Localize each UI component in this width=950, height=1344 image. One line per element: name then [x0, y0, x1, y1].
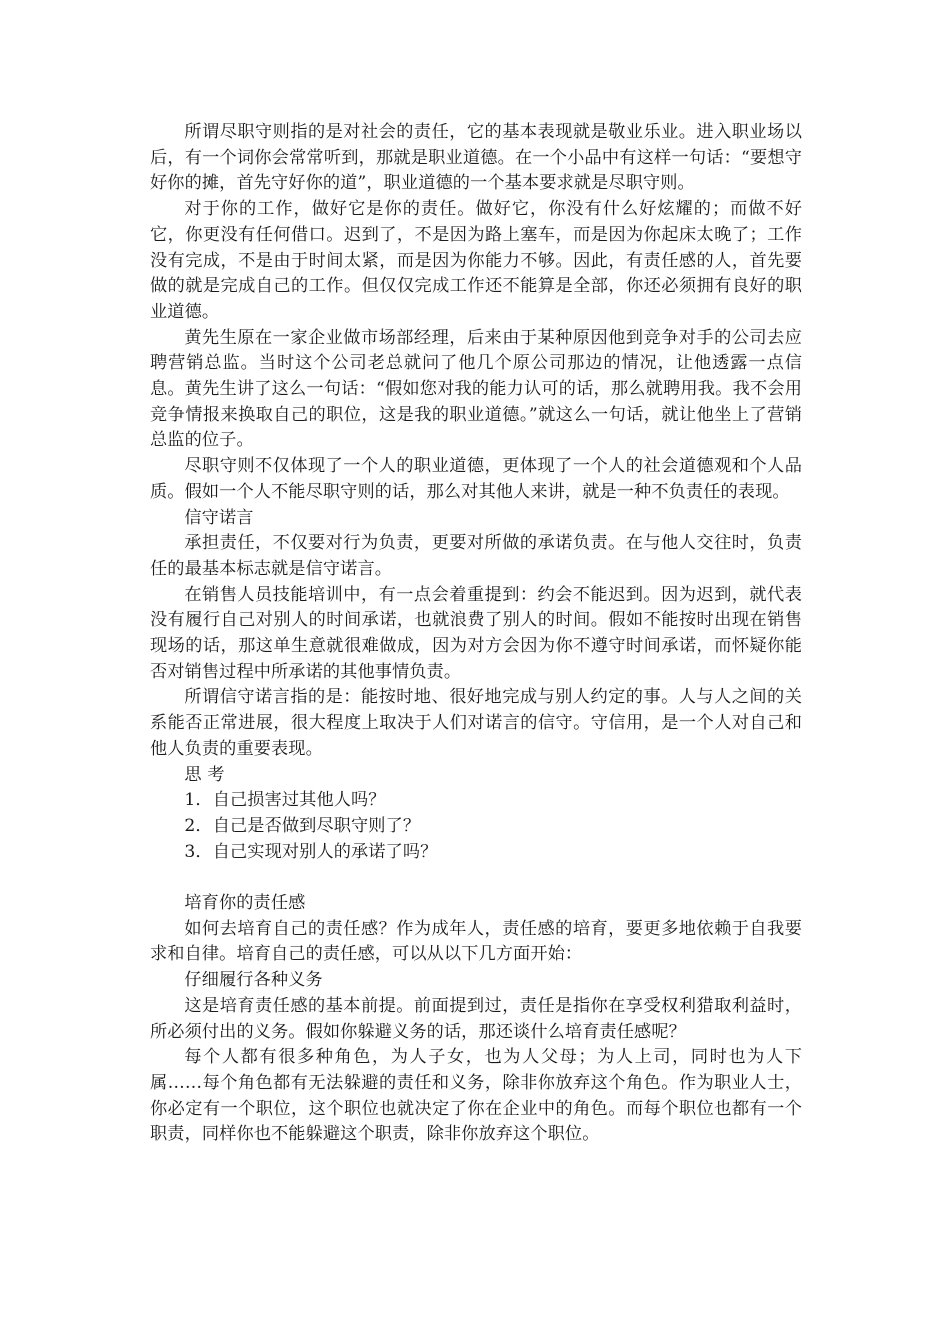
heading-fulfill-obligations: 仔细履行各种义务 [184, 970, 323, 991]
paragraph-10: 每个人都有很多种角色，为人子女，也为人父母；为人上司，同时也为人下属……每个角色都有无法躲避的责任和义务，除非你放弃这个角色。作为职业人士，你必定有一个职位，这个职位也就决定了你在企业中的角色。而每个职位也都有一个职责，同样你也不能躲避这个职责，除非你放弃这个职位。 [150, 1047, 802, 1145]
paragraph-5: 承担责任，不仅要对行为负责，更要对所做的承诺负责。在与他人交往时，负责任的最基本标志就是信守诺言。 [150, 533, 802, 579]
paragraph-9: 这是培育责任感的基本前提。前面提到过，责任是指你在享受权利猎取利益时，所必须付出的义务。假如你躲避义务的话，那还谈什么培育责任感呢？ [150, 995, 802, 1042]
question-3: 3．自己实现对别人的承诺了吗？ [184, 841, 438, 862]
paragraph-8: 如何去培育自己的责任感？作为成年人，责任感的培育，要更多地依赖于自我要求和自律。培育自己的责任感，可以从以下几方面开始： [150, 918, 802, 965]
paragraph-1: 所谓尽职守则指的是对社会的责任，它的基本表现就是敬业乐业。进入职业场以后，有一个词你会常常听到，那就是职业道德。在一个小品中有这样一句话：“要想守好你的摊，首先守好你的道”，职业道德的一个基本要求就是尽职守则。 [150, 122, 802, 194]
question-1: 1．自己损害过其他人吗？ [184, 790, 386, 811]
paragraph-7: 所谓信守诺言指的是：能按时地、很好地完成与别人约定的事。人与人之间的关系能否正常进展，很大程度上取决于人们对诺言的信守。守信用，是一个人对自己和他人负责的重要表现。 [150, 687, 802, 759]
paragraph-6: 在销售人员技能培训中，有一点会着重提到：约会不能迟到。因为迟到，就代表没有履行自己对别人的时间承诺，也就浪费了别人的时间。假如不能按时出现在销售现场的话，那这单生意就很难做成，因为对方会因为你不遵守时间承诺，而怀疑你能否对销售过程中所承诺的其他事情负责。 [150, 584, 802, 682]
paragraph-4: 尽职守则不仅体现了一个人的职业道德，更体现了一个人的社会道德观和个人品质。假如一个人不能尽职守则的话，那么对其他人来讲，就是一种不负责任的表现。 [150, 456, 802, 502]
question-2: 2．自己是否做到尽职守则了？ [184, 815, 421, 836]
paragraph-2: 对于你的工作，做好它是你的责任。做好它，你没有什么好炫耀的；而做不好它，你更没有任何借口。迟到了，不是因为路上塞车，而是因为你起床太晚了；工作没有完成，不是由于时间太紧，而是因为你能力不够。因此，有责任感的人，首先要做的就是完成自己的工作。但仅仅完成工作还不能算是全部，你还必须拥有良好的职业道德。 [150, 199, 802, 322]
paragraph-3: 黄先生原在一家企业做市场部经理，后来由于某种原因他到竞争对手的公司去应聘营销总监。当时这个公司老总就问了他几个原公司那边的情况，让他透露一点信息。黄先生讲了这么一句话：“假如您对我的能力认可的话，那么就聘用我。我不会用竞争情报来换取自己的职位，这是我的职业道德。”就这么一句话，就让他坐上了营销总监的位子。 [150, 327, 802, 451]
heading-reflection: 思 考 [184, 764, 225, 785]
blank-line [150, 865, 802, 891]
document-body [150, 120, 802, 1148]
heading-cultivate-responsibility: 培育你的责任感 [184, 893, 306, 914]
heading-keep-promise: 信守诺言 [184, 507, 254, 528]
